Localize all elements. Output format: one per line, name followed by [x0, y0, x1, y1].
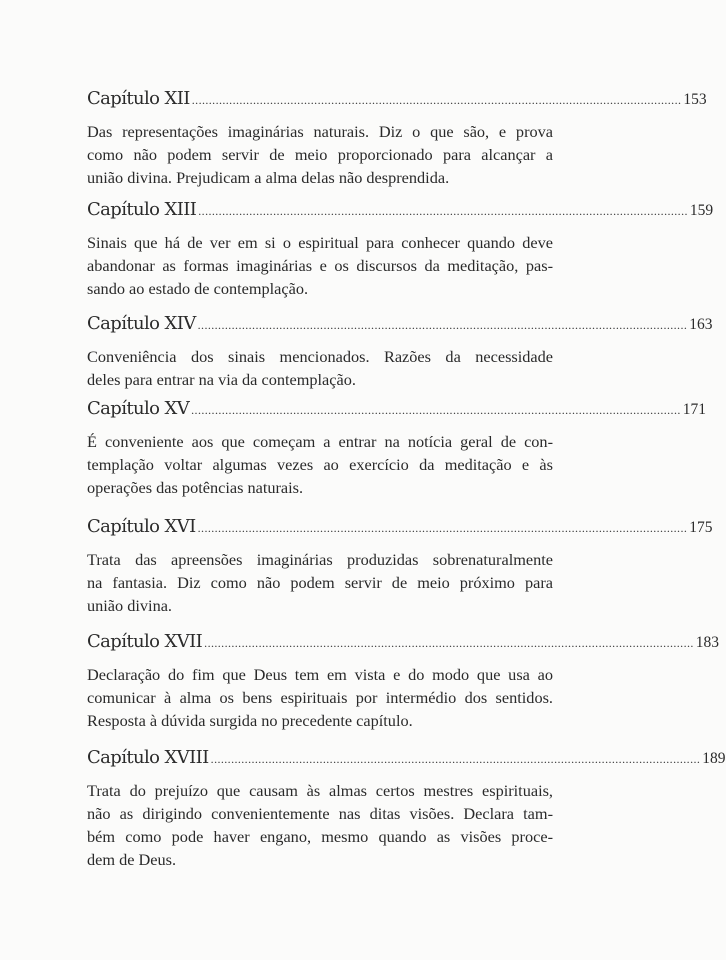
- toc-entry-heading[interactable]: [87, 398, 706, 424]
- dot-leader: ................................................................................................................................................: [197, 521, 688, 535]
- chapter-title: Capítulo XV: [87, 398, 190, 419]
- description-line: na fantasia. Diz como não podem servir de meio próximo para: [87, 573, 553, 592]
- toc-entry-heading[interactable]: [87, 516, 713, 542]
- chapter-description: [87, 430, 553, 499]
- description-line: dem de Deus.: [87, 850, 177, 869]
- dot-leader: ................................................................................................................................................: [210, 752, 701, 766]
- page-number: 183: [695, 634, 720, 651]
- description-line: operações das potências naturais.: [87, 478, 304, 497]
- toc-entry-heading[interactable]: [87, 747, 726, 773]
- chapter-title: Capítulo XVI: [87, 516, 196, 537]
- page-number: 163: [689, 316, 713, 333]
- dot-leader: ................................................................................................................................................: [191, 403, 681, 417]
- page-number: 189: [702, 750, 726, 767]
- chapter-description: [87, 548, 553, 617]
- toc-entry: [87, 199, 714, 300]
- description-line: Trata das apreensões imaginárias produzidas sobrenaturalmente: [87, 550, 553, 569]
- description-line: não as dirigindo convenientemente nas ditas visões. Declara tam-: [87, 804, 553, 823]
- chapter-description: [87, 231, 553, 300]
- description-line: união divina.: [87, 596, 173, 615]
- chapter-description: [87, 345, 553, 391]
- page-number: 153: [683, 91, 707, 108]
- description-line: bém como pode haver engano, mesmo quando as visões proce-: [87, 827, 553, 846]
- dot-leader: ................................................................................................................................................: [204, 636, 694, 650]
- chapter-title: Capítulo XIII: [87, 199, 197, 220]
- description-line: deles para entrar na via da contemplação.: [87, 370, 356, 389]
- description-line: Declaração do fim que Deus tem em vista e do modo que usa ao: [87, 665, 553, 684]
- description-line: É conveniente aos que começam a entrar na notícia geral de con-: [87, 432, 553, 451]
- chapter-description: [87, 663, 553, 732]
- dot-leader: ................................................................................................................................................: [198, 204, 688, 218]
- toc-entry: [87, 88, 707, 189]
- page-number: 159: [689, 202, 714, 219]
- toc-entry-heading[interactable]: [87, 199, 714, 225]
- chapter-title: Capítulo XIV: [87, 313, 196, 334]
- description-line: Das representações imaginárias naturais. Diz o que são, e prova: [87, 122, 553, 141]
- description-line: como não podem servir de meio proporcionado para alcançar a: [87, 145, 553, 164]
- toc-entry: [87, 631, 720, 732]
- chapter-title: Capítulo XVII: [87, 631, 203, 652]
- description-line: abandonar as formas imaginárias e os discursos da meditação, pas-: [87, 256, 553, 275]
- description-line: Sinais que há de ver em si o espiritual para conhecer quando deve: [87, 233, 553, 252]
- toc-entry: [87, 516, 713, 617]
- description-line: sando ao estado de contemplação.: [87, 279, 309, 298]
- description-line: comunicar à alma os bens espirituais por intermédio dos sentidos.: [87, 688, 553, 707]
- dot-leader: ................................................................................................................................................: [191, 93, 682, 107]
- toc-entry: [87, 313, 713, 391]
- page-number: 171: [682, 401, 706, 418]
- chapter-title: Capítulo XII: [87, 88, 190, 109]
- page-number: 175: [689, 519, 713, 536]
- chapter-description: [87, 779, 553, 871]
- toc-entry-heading[interactable]: [87, 313, 713, 339]
- description-line: Resposta à dúvida surgida no precedente capítulo.: [87, 711, 413, 730]
- toc-entry: [87, 398, 706, 499]
- description-line: união divina. Prejudicam a alma delas não desprendida.: [87, 168, 450, 187]
- description-line: templação voltar algumas vezes ao exercício da meditação e às: [87, 455, 553, 474]
- toc-entry-heading[interactable]: [87, 88, 707, 114]
- description-line: Trata do prejuízo que causam às almas certos mestres espirituais,: [87, 781, 553, 800]
- chapter-title: Capítulo XVIII: [87, 747, 209, 768]
- chapter-description: [87, 120, 553, 189]
- toc-entry-heading[interactable]: [87, 631, 720, 657]
- dot-leader: ................................................................................................................................................: [197, 318, 688, 332]
- toc-entry: [87, 747, 726, 871]
- description-line: Conveniência dos sinais mencionados. Razões da necessidade: [87, 347, 553, 366]
